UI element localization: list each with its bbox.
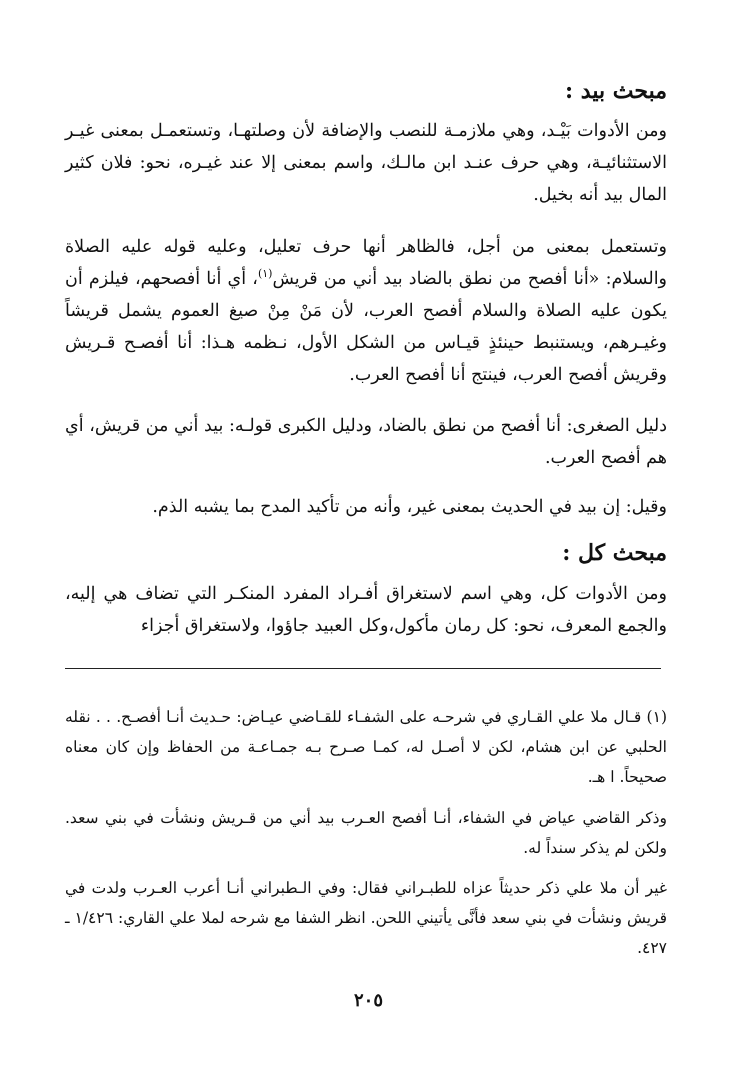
paragraph-minor-premise: دليل الصغرى: أنا أفصح من نطق بالضاد، ودليل الكبرى قولـه: بيد أني من قريش، أي هم أفصح العرب.: [65, 416, 667, 468]
footnote-divider: [65, 668, 661, 669]
paragraph-bayd-intro: ومن الأدوات بَيْـد، وهي ملازمـة للنصب والإضافة لأن وصلتهـا، وتستعمـل بمعنى غيـر الاستثنائيـة، وهي حرف عنـد ابن مالـك، واسم بمعنى إلا عند غيـره، نحو: فلان كثير المال بيد أنه بخيل.: [65, 121, 667, 205]
section-heading-bayd: مبحث بيد :: [565, 78, 667, 104]
paragraph-other-opinion: وقيل: إن بيد في الحديث بمعنى غير، وأنه من تأكيد المدح بما يشبه الذم.: [152, 497, 667, 517]
footnote-1: (١) قـال ملا علي القـاري في شرحـه على الشفـاء للقـاضي عيـاض: حـديث أنـا أفصـح. . . نقله الحلبي عن ابن هشام، لكن لا أصـل له، كمـا صـرح بـه جمـاعـة من الحفاظ وإن كان معناه صحيحاً. ا هـ.: [65, 708, 667, 786]
page-number: ٢٠٥: [353, 990, 383, 1011]
paragraph-kull-intro: ومن الأدوات كل، وهي اسم لاستغراق أفـراد المفرد المنكـر التي تضاف هي إليه، والجمع المعرف، نحو: كل رمان مأكول،وكل العبيد جاؤوا، ولاستغراق أجزاء: [65, 584, 667, 636]
footnote-marker: (١): [257, 267, 273, 281]
paragraph-bayd-reason: [65, 231, 667, 391]
footnote-2: وذكر القاضي عياض في الشفاء، أنـا أفصح العـرب بيد أني من قـريش ونشأت في بني سعد. ولكن لم يذكر سنداً له.: [65, 809, 667, 857]
paragraph-bayd-reason-start: وتستعمل بمعنى من أجل، فالظاهر أنها حرف تعليل، وعليه قوله عليه الصلاة والسلام: «أنا أفصح من نطق بالضاد بيد أني من قريش: [65, 237, 668, 289]
section-heading-kull: مبحث كل :: [562, 540, 667, 566]
paragraph-bayd-reason-rest: ، أي أنا أفصحهم، فيلزم أن يكون عليه الصلاة والسلام أفصح العرب، لأن مَنْ مِنْ صيغ العموم يشمل قريشاً وغيـرهم، ويستنبط حينئذٍ قيـاس من الشكل الأول، نـظمه هـذا: أنا أفصـح قـريش وقريش أفصح العرب، فينتج أنا أفصح العرب.: [65, 269, 667, 385]
footnote-3: غير أن ملا علي ذكر حديثاً عزاه للطبـراني فقال: وفي الـطبراني أنـا أعرب العـرب ولدت في قريش ونشأت في بني سعد فأنَّى يأتيني اللحن. انظر الشفا مع شرحه لملا علي القاري: ١/٤٢٦ ـ ٤٢٧.: [65, 879, 667, 957]
